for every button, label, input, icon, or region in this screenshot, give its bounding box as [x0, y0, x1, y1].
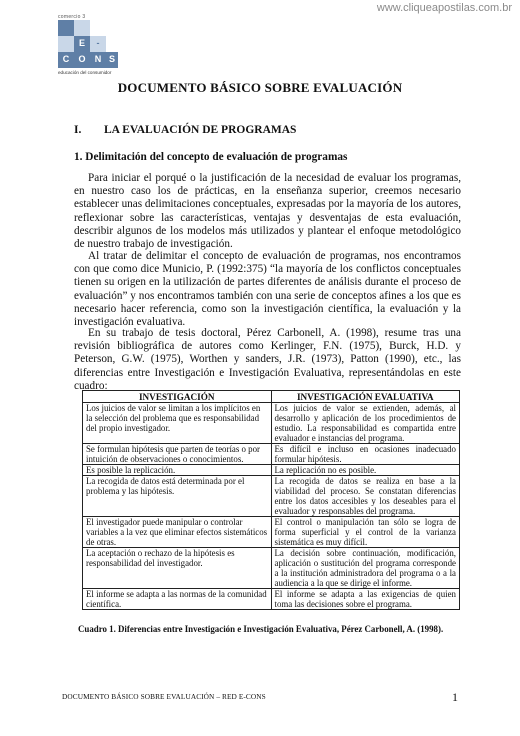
logo-top-text: comercio 3 [58, 14, 86, 20]
table-cell: La aceptación o rechazo de la hipótesis es responsabilidad del investigador. [83, 548, 272, 589]
comparison-table [82, 390, 460, 610]
section-heading [74, 124, 296, 136]
table-cell: Se formulan hipótesis que parten de teorías o por intuición de observaciones o conocimientos. [83, 444, 272, 465]
page-number: 1 [452, 690, 458, 704]
table-header-row [83, 391, 460, 403]
page-footer: DOCUMENTO BÁSICO SOBRE EVALUACIÓN – RED E-CONS [62, 692, 266, 701]
table-cell: El investigador puede manipular o controlar variables a la vez que eliminar efectos sistemáticos de otras. [83, 517, 272, 548]
logo-letter: S [108, 54, 115, 64]
table-row [83, 465, 460, 476]
table-row [83, 403, 460, 444]
table-cell: Los juicios de valor se extienden, además, al desarrollo y aplicación de los procedimientos de estudio. La responsabilidad es compartida entre evaluador e instancias del programa. [271, 403, 460, 444]
table-cell: La replicación no es posible. [271, 465, 460, 476]
table-row [83, 476, 460, 517]
logo-letter: N [94, 54, 102, 64]
source-watermark: www.cliqueapostilas.com.br [376, 2, 512, 14]
logo-letter: C [62, 54, 70, 64]
table-cell: El informe se adapta a las normas de la comunidad científica. [83, 589, 272, 610]
table-row [83, 444, 460, 465]
body-paragraph: Para iniciar el porqué o la justificación de la necesidad de evaluar los programas, en nuestro caso los de prácticas, en la enseñanza superior, creemos necesario establecer unas delimitaciones conceptuales, expresadas por la mayoría de los autores, reflexionar sobre las características, ventajas y desventajas de esta evaluación, describir algunos de los modelos más utilizados y plantear el enfoque metodológico de nuestro trabajo de investigación. [74, 172, 461, 251]
logo-grid [58, 20, 118, 68]
logo-letter: E [78, 38, 85, 48]
table-cell: Es posible la replicación. [83, 465, 272, 476]
table-cell: La recogida de datos está determinada por el problema y las hipótesis. [83, 476, 272, 517]
table-row [83, 517, 460, 548]
econs-logo [58, 14, 120, 78]
table-row [83, 589, 460, 610]
table-cell: Los juicios de valor se limitan a los implícitos en la selección del problema que es responsabilidad del propio investigador. [83, 403, 272, 444]
logo-caption: educación del consumidor [58, 70, 112, 75]
logo-letter: - [96, 38, 100, 48]
document-title: DOCUMENTO BÁSICO SOBRE EVALUACIÓN [117, 80, 403, 95]
logo-letter: O [78, 54, 86, 64]
table-row [83, 548, 460, 589]
header-investigacion-evaluativa: INVESTIGACIÓN EVALUATIVA [271, 391, 460, 403]
header-investigacion: INVESTIGACIÓN [83, 391, 272, 403]
body-paragraph: En su trabajo de tesis doctoral, Pérez Carbonell, A. (1998), resume tras una revisión bibliográfica de autores como Kerlinger, F.N. (1975), Burck, H.D. y Peterson, G.W. (1975), Worthen y sanders, J.R. (1973), Patton (1990), etc., las diferencias entre Investigación e Investigación Evaluativa, representándolas en este cuadro: [74, 327, 461, 392]
subsection-heading: 1. Delimitación del concepto de evaluación de programas [74, 151, 348, 163]
table-cell: Es difícil e incluso en ocasiones inadecuado formular hipótesis. [271, 444, 460, 465]
table-cell: La decisión sobre continuación, modificación, aplicación o sustitución del programa corresponde a la institución administradora del programa o a la audiencia a la que se dirige el informe. [271, 548, 460, 589]
table-caption: Cuadro 1. Diferencias entre Investigación e Investigación Evaluativa, Pérez Carbonell, A. (1998). [78, 624, 444, 634]
body-paragraph: Al tratar de delimitar el concepto de evaluación de programas, nos encontramos con que como dice Municio, P. (1992:375) “la mayoría de los conflictos conceptuales tienen su origen en la utilización de partes diferentes de análisis durante el proceso de evaluación” y nos encontramos también con una serie de conceptos afines a los que es necesario hacer referencia, como son la investigación científica, la evaluación y la investigación evaluativa. [74, 250, 461, 329]
table-cell: El control o manipulación tan sólo se logra de forma superficial y el control de la varianza sistemática es muy difícil. [271, 517, 460, 548]
table-cell: La recogida de datos se realiza en base a la viabilidad del proceso. Se constatan diferencias entre los datos accesibles y los deseables para el evaluador y responsables del programa. [271, 476, 460, 517]
section-title: LA EVALUACIÓN DE PROGRAMAS [104, 124, 297, 136]
section-number: I. [74, 124, 82, 136]
table-cell: El informe se adapta a las exigencias de quien toma las decisiones sobre el programa. [271, 589, 460, 610]
